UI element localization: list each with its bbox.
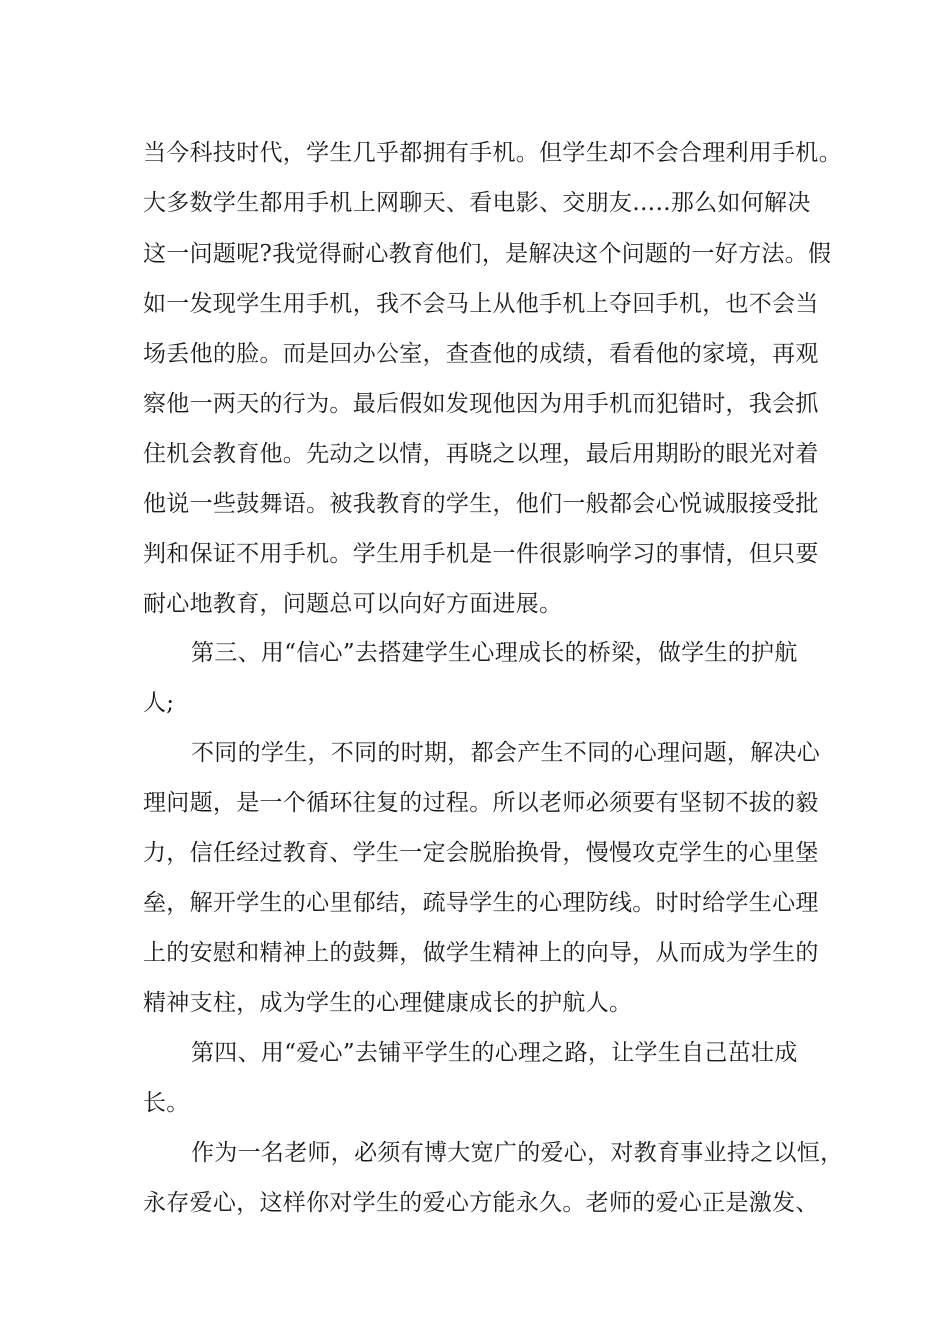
text-line-5: 场丢他的脸。而是回办公室，查查他的成绩，看看他的家境，再观 — [143, 341, 819, 367]
section-heading-3: 第三、用“信心”去搭建学生心理成长的桥梁，做学生的护航 — [191, 640, 798, 666]
text-line-6: 察他一两天的行为。最后假如发现他因为用手机而犯错时，我会抓 — [143, 391, 819, 417]
text-line-17: 上的安慰和精神上的鼓舞，做学生精神上的向导，从而成为学生的 — [143, 940, 819, 966]
text-line-7: 住机会教育他。先动之以情，再晓之以理，最后用期盼的眼光对着 — [143, 441, 819, 467]
text-line-8: 他说一些鼓舞语。被我教育的学生，他们一般都会心悦诚服接受批 — [143, 491, 819, 517]
section-heading-4: 第四、用“爱心”去铺平学生的心理之路，让学生自己茁壮成 — [191, 1040, 798, 1066]
text-line-2: 大多数学生都用手机上网聊天、看电影、交朋友…..那么如何解决 — [143, 190, 811, 216]
text-line-12: 人; — [143, 690, 175, 716]
text-line-1: 当今科技时代，学生几乎都拥有手机。但学生却不会合理利用手机。 — [143, 140, 842, 166]
text-line-21: 作为一名老师，必须有博大宽广的爱心，对教育事业持之以恒， — [191, 1140, 844, 1166]
text-line-16: 垒，解开学生的心里郁结，疏导学生的心理防线。时时给学生心理 — [143, 890, 819, 916]
text-line-14: 理问题，是一个循环往复的过程。所以老师必须要有坚韧不拔的毅 — [143, 790, 819, 816]
text-line-20: 长。 — [143, 1090, 190, 1116]
text-line-3: 这一问题呢?我觉得耐心教育他们，是解决这个问题的一好方法。假 — [143, 241, 832, 267]
text-line-18: 精神支柱，成为学生的心理健康成长的护航人。 — [143, 990, 633, 1016]
text-line-15: 力，信任经过教育、学生一定会脱胎换骨，慢慢攻克学生的心里堡 — [143, 840, 819, 866]
text-line-4: 如一发现学生用手机，我不会马上从他手机上夺回手机，也不会当 — [143, 291, 819, 317]
text-line-22: 永存爱心，这样你对学生的爱心方能永久。老师的爱心正是激发、 — [143, 1190, 819, 1216]
text-line-9: 判和保证不用手机。学生用手机是一件很影响学习的事情，但只要 — [143, 541, 819, 567]
text-line-13: 不同的学生，不同的时期，都会产生不同的心理问题，解决心 — [191, 740, 821, 766]
text-line-10: 耐心地教育，问题总可以向好方面进展。 — [143, 591, 563, 617]
